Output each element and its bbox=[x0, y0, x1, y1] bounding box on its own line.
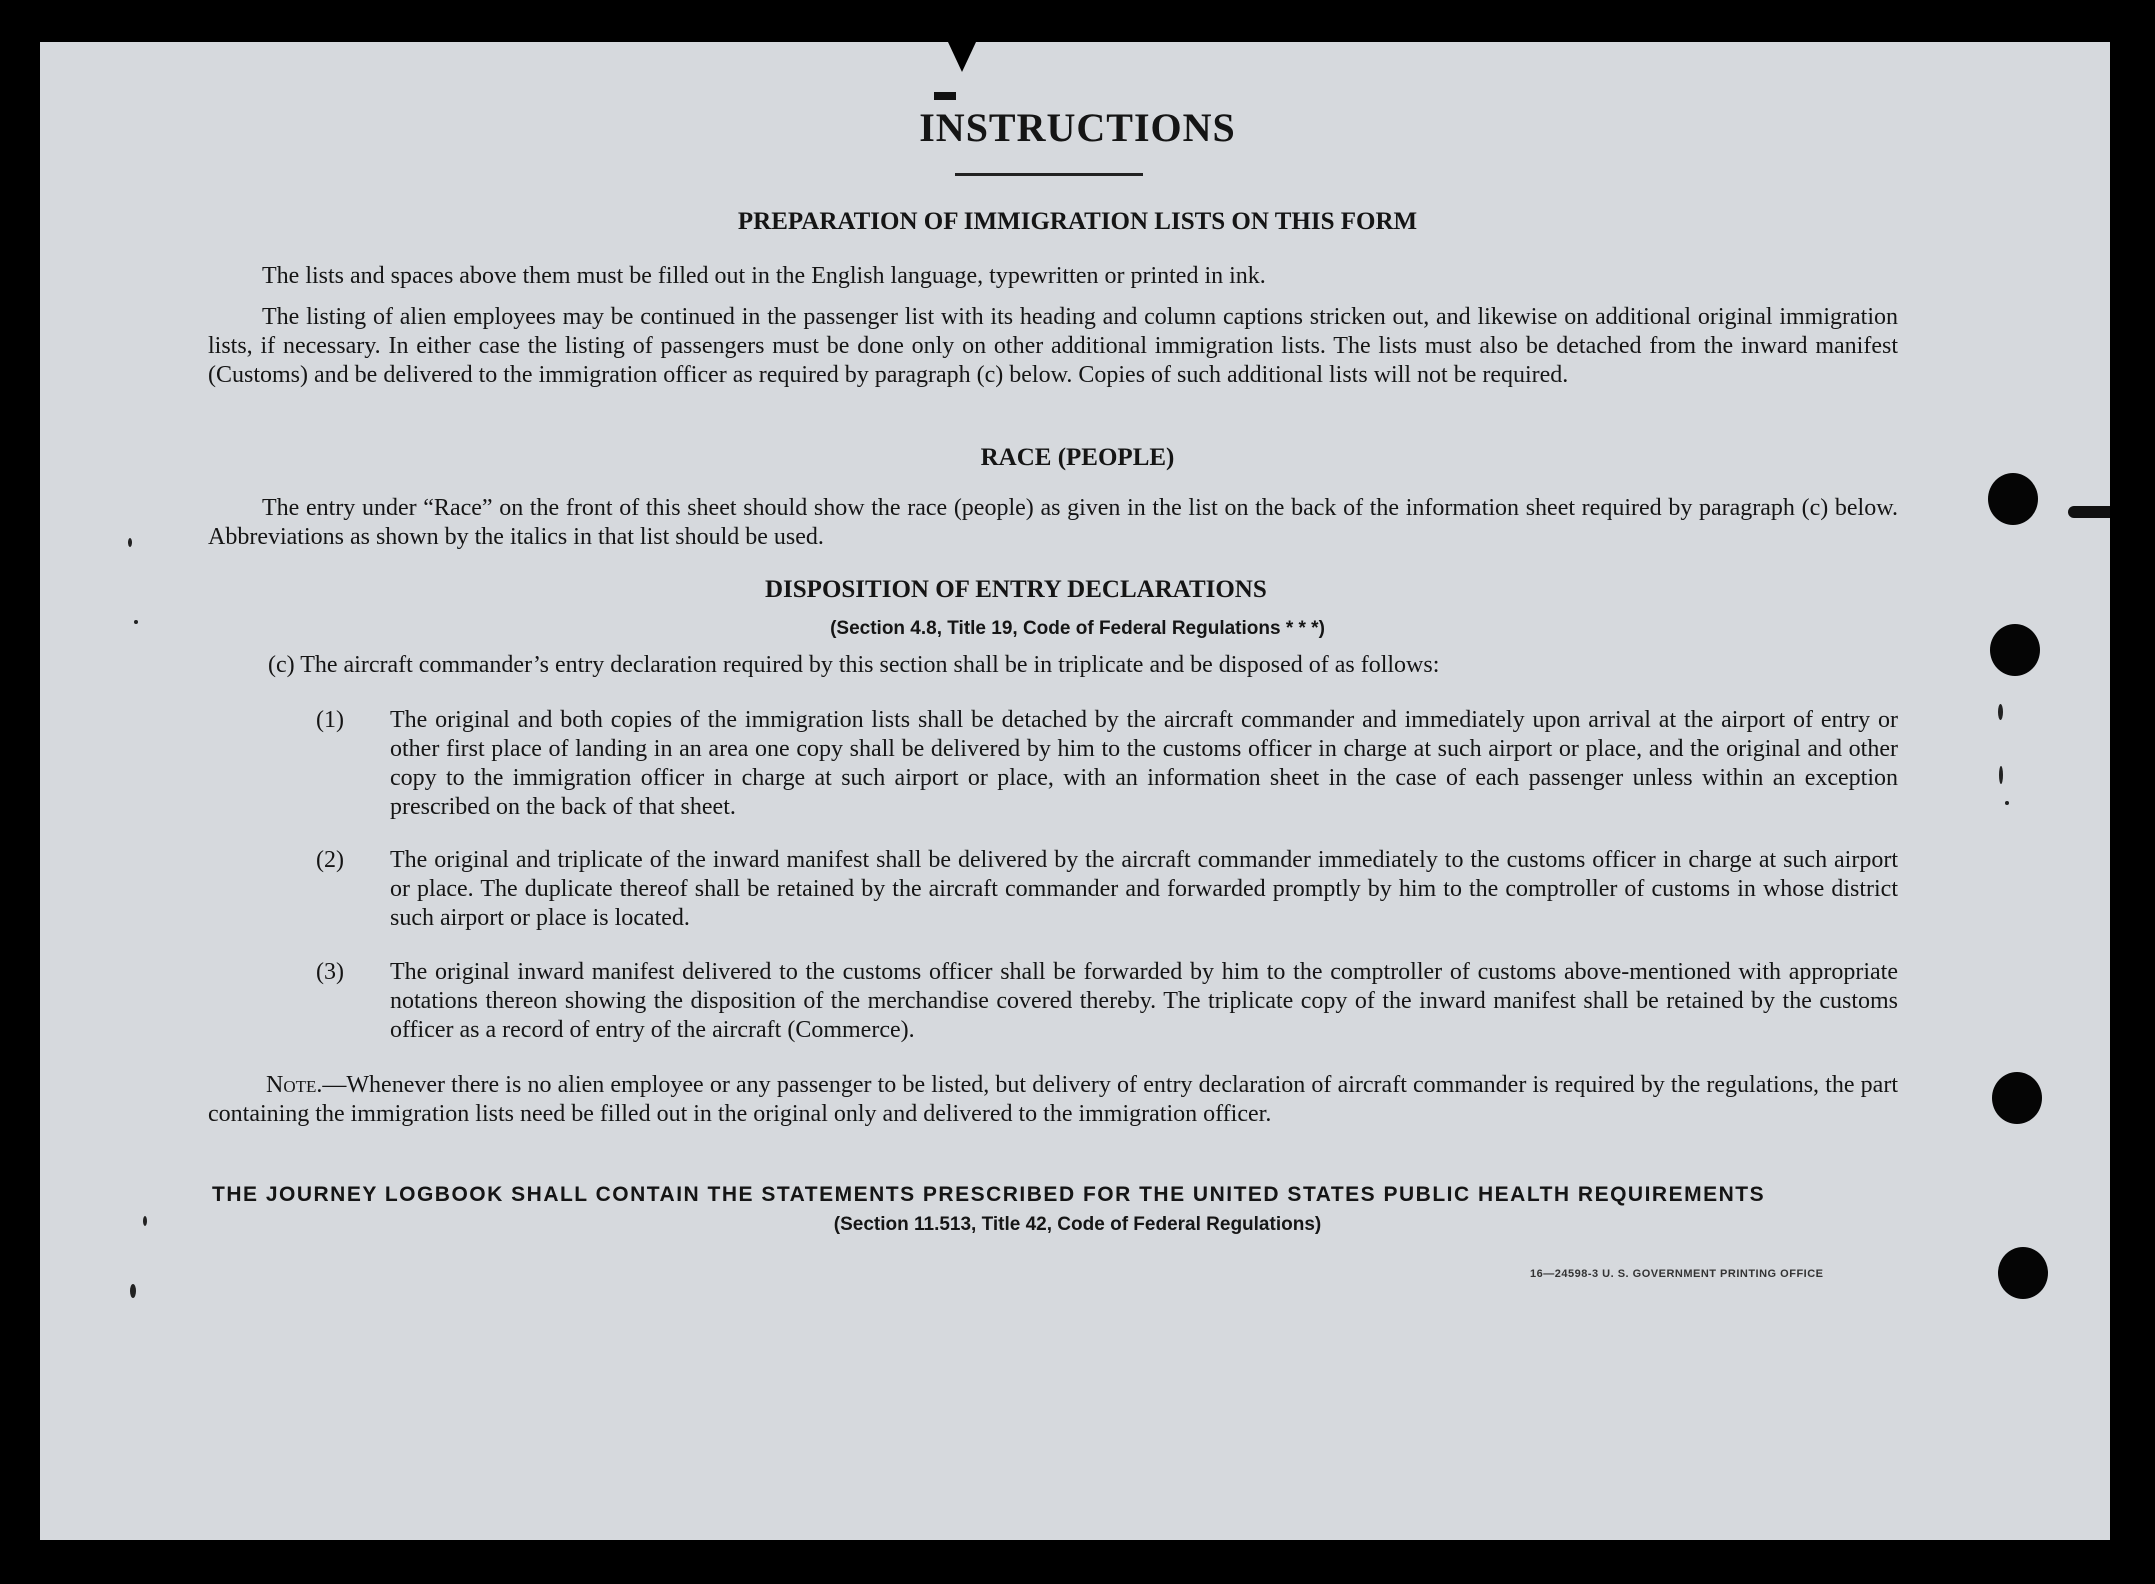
race-paragraph: The entry under “Race” on the front of this sheet should show the race (people) as given in the list on the back of the information sheet required by paragraph (c) below. Abbreviations as shown by the italics in that list should be used. bbox=[208, 495, 1898, 550]
note-label: Note. bbox=[266, 1072, 323, 1098]
speck bbox=[128, 538, 132, 547]
speck bbox=[2005, 801, 2009, 805]
item-number: (2) bbox=[316, 847, 344, 873]
race-heading: RACE (PEOPLE) bbox=[980, 444, 1175, 471]
item-number: (3) bbox=[316, 959, 344, 985]
punch-hole bbox=[1988, 473, 2038, 525]
disposition-item-1: The original and both copies of the immigration lists shall be detached by the aircraft commander and immediately upon arrival at the airport of entry or other first place of landing in an area one copy shall be delivered by him to the customs officer in charge at such airport or place, and the original and other copy to the immigration officer in charge at such airport or place, with an information sheet in the case of each passenger unless within an exception prescribed on the back of that sheet. bbox=[390, 707, 1898, 820]
title-underline bbox=[955, 173, 1143, 176]
preparation-heading: PREPARATION OF IMMIGRATION LISTS ON THIS FORM bbox=[737, 208, 1418, 235]
page-title: INSTRUCTIONS bbox=[919, 105, 1236, 150]
preparation-paragraph-1: The lists and spaces above them must be filled out in the English language, typewritten or printed in ink. bbox=[262, 263, 1266, 289]
health-statement: THE JOURNEY LOGBOOK SHALL CONTAIN THE STATEMENTS PRESCRIBED FOR THE UNITED STATES PUBLIC HEALTH REQUIREMENTS bbox=[212, 1183, 1766, 1206]
health-citation: (Section 11.513, Title 42, Code of Federal Regulations) bbox=[833, 1214, 1322, 1235]
paper-tear-mark bbox=[948, 42, 976, 72]
paper-tear-mark-lower bbox=[934, 92, 956, 100]
preparation-paragraph-2: The listing of alien employees may be continued in the passenger list with its heading and column captions stricken out, and likewise on additional original immigration lists, if necessary. In either case the listing of passengers must be done only on other additional immigration lists. The lists must also be detached from the inward manifest (Customs) and be delivered to the immigration officer as required by paragraph (c) below. Copies of such additional lists will not be required. bbox=[208, 304, 1898, 388]
punch-hole bbox=[1998, 1247, 2048, 1299]
speck bbox=[130, 1284, 136, 1298]
disposition-item-3: The original inward manifest delivered to the customs officer shall be forwarded by him to the comptroller of customs above-mentioned with appropriate notations thereon showing the disposition of the merchandise covered thereby. The triplicate copy of the inward manifest shall be retained by the customs officer as a record of entry of the aircraft (Commerce). bbox=[390, 959, 1898, 1043]
disposition-heading: DISPOSITION OF ENTRY DECLARATIONS bbox=[765, 576, 1267, 603]
note-paragraph bbox=[208, 1071, 1898, 1129]
printer-line: 16—24598-3 U. S. GOVERNMENT PRINTING OFFICE bbox=[1530, 1268, 1824, 1280]
speck bbox=[1999, 766, 2003, 784]
disposition-citation: (Section 4.8, Title 19, Code of Federal Regulations * * *) bbox=[830, 618, 1325, 639]
disposition-intro: (c) The aircraft commander’s entry declaration required by this section shall be in triplicate and be disposed of as follows: bbox=[268, 652, 1440, 678]
punch-hole bbox=[1992, 1072, 2042, 1124]
disposition-item-2: The original and triplicate of the inward manifest shall be delivered by the aircraft commander immediately to the customs officer in charge at such airport or place. The duplicate thereof shall be retained by the aircraft commander and forwarded promptly by him to the comptroller of customs in whose district such airport or place is located. bbox=[390, 847, 1898, 931]
binding-tab bbox=[2068, 506, 2110, 518]
item-number: (1) bbox=[316, 707, 344, 733]
speck bbox=[1998, 704, 2003, 720]
note-text: —Whenever there is no alien employee or any passenger to be listed, but delivery of entry declaration of aircraft commander is required by the regulations, the part containing the immigration lists need be filled out in the original only and delivered to the immigration officer. bbox=[208, 1072, 1898, 1127]
